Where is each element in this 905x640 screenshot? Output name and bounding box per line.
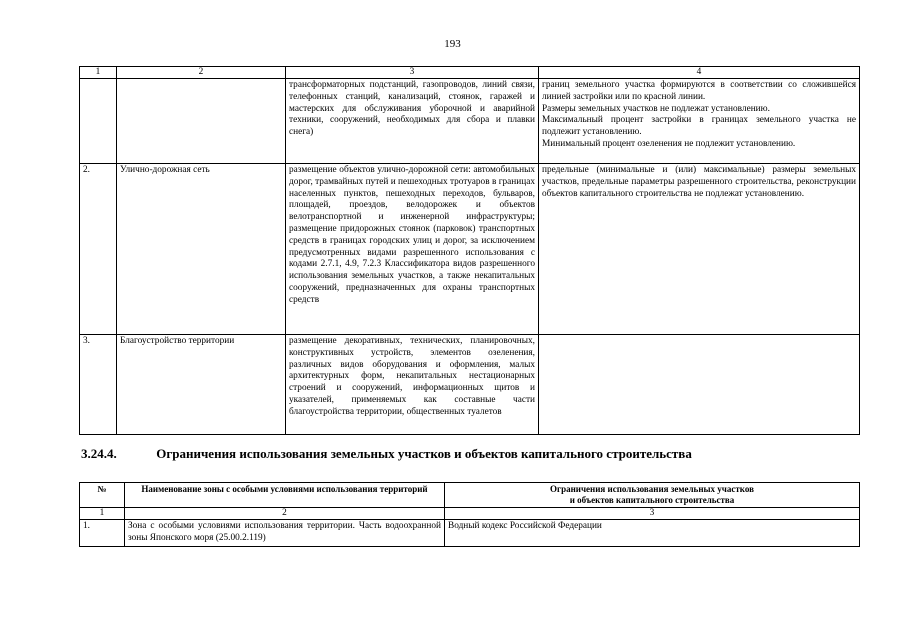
parameter-line: Минимальный процент озеленения не подлежит установлению. <box>542 138 796 149</box>
permitted-uses-text: размещение объектов улично-дорожной сети: автомобильных дорог, трамвайных путей и пешеходных тротуаров в границах населенных пунктов, пешеходных переходов, бульваров, площадей, проездов, велодорожек и объектов велотранспортной и инженерной инфраструктуры; размещение придорожных стоянок (парковок) транспортных средств в границах городских улиц и дорог, за исключением предусмотренных видами разрешенного использования с кодами 2.7.1, 4.9, 7.2.3 Классификатора видов разрешенного использования земельных участков, а также некапитальных сооружений, предназначенных для охраны транспортных средств <box>286 164 539 335</box>
table-header-row <box>80 483 860 508</box>
section-number: 3.24.4. <box>81 446 117 461</box>
subheader-cell: 3 <box>445 508 860 520</box>
parameter-line: Размеры земельных участков не подлежат установлению. <box>542 103 770 114</box>
table-row <box>80 164 860 335</box>
parameter-line: предельные (минимальные и (или) максимальные) размеры земельных участков, предельные параметры разрешенного строительства, реконструкции объектов капитального строительства не подлежат установлению. <box>542 165 856 199</box>
zone-name: Улично-дорожная сеть <box>117 164 286 335</box>
subheader-cell: 1 <box>80 508 125 520</box>
table-subheader-row <box>80 508 860 520</box>
permitted-uses-text: размещение декоративных, технических, планировочных, конструктивных устройств, элементов озеленения, различных видов оборудования и оформления, малых архитектурных форм, некапитальных нестационарных строений и сооружений, информационных щитов и указателей, применяемых как составные части благоустройства территории, общественных туалетов <box>286 335 539 435</box>
header-cell: 4 <box>539 67 860 79</box>
section-title: Ограничения использования земельных участков и объектов капитального строительства <box>156 446 692 461</box>
permitted-uses-text: трансформаторных подстанций, газопроводов, линий связи, телефонных станций, канализаций, стоянок, гаражей и мастерских для обслуживания уборочной и аварийной техники, сооружений, необходимых для сбора и плавки снега) <box>286 79 539 164</box>
parameters-cell <box>539 335 860 435</box>
table-row <box>80 520 860 547</box>
zone-name: Благоустройство территории <box>117 335 286 435</box>
parameters-cell <box>539 164 860 335</box>
header-cell: 3 <box>286 67 539 79</box>
table-header-row <box>80 67 860 79</box>
header-number: № <box>80 483 125 508</box>
zone-name <box>117 79 286 164</box>
header-zone-name: Наименование зоны с особыми условиями использования территорий <box>125 483 445 508</box>
row-number <box>80 79 117 164</box>
restriction-text: Водный кодекс Российской Федерации <box>445 520 860 547</box>
header-restrictions-line: и объектов капитального строительства <box>569 495 735 505</box>
parameter-line: границ земельного участка формируются в соответствии со сложившейся линией застройки или по красной линии. <box>542 80 856 102</box>
row-number: 3. <box>80 335 117 435</box>
page-number: 193 <box>444 38 461 50</box>
parameter-line: Максимальный процент застройки в границах земельного участка не подлежит установлению. <box>542 115 856 138</box>
restrictions-table <box>79 482 860 547</box>
subheader-cell: 2 <box>125 508 445 520</box>
permitted-uses-table <box>79 66 860 435</box>
header-restrictions-line: Ограничения использования земельных участков <box>550 484 754 494</box>
row-number: 1. <box>80 520 125 547</box>
header-restrictions <box>445 483 860 508</box>
header-cell: 1 <box>80 67 117 79</box>
zone-name: Зона с особыми условиями использования территории. Часть водоохранной зоны Японского моря (25.00.2.119) <box>125 520 445 547</box>
parameters-cell <box>539 79 860 164</box>
table-row <box>80 79 860 164</box>
row-number: 2. <box>80 164 117 335</box>
section-heading <box>81 446 841 462</box>
table-row <box>80 335 860 435</box>
header-cell: 2 <box>117 67 286 79</box>
